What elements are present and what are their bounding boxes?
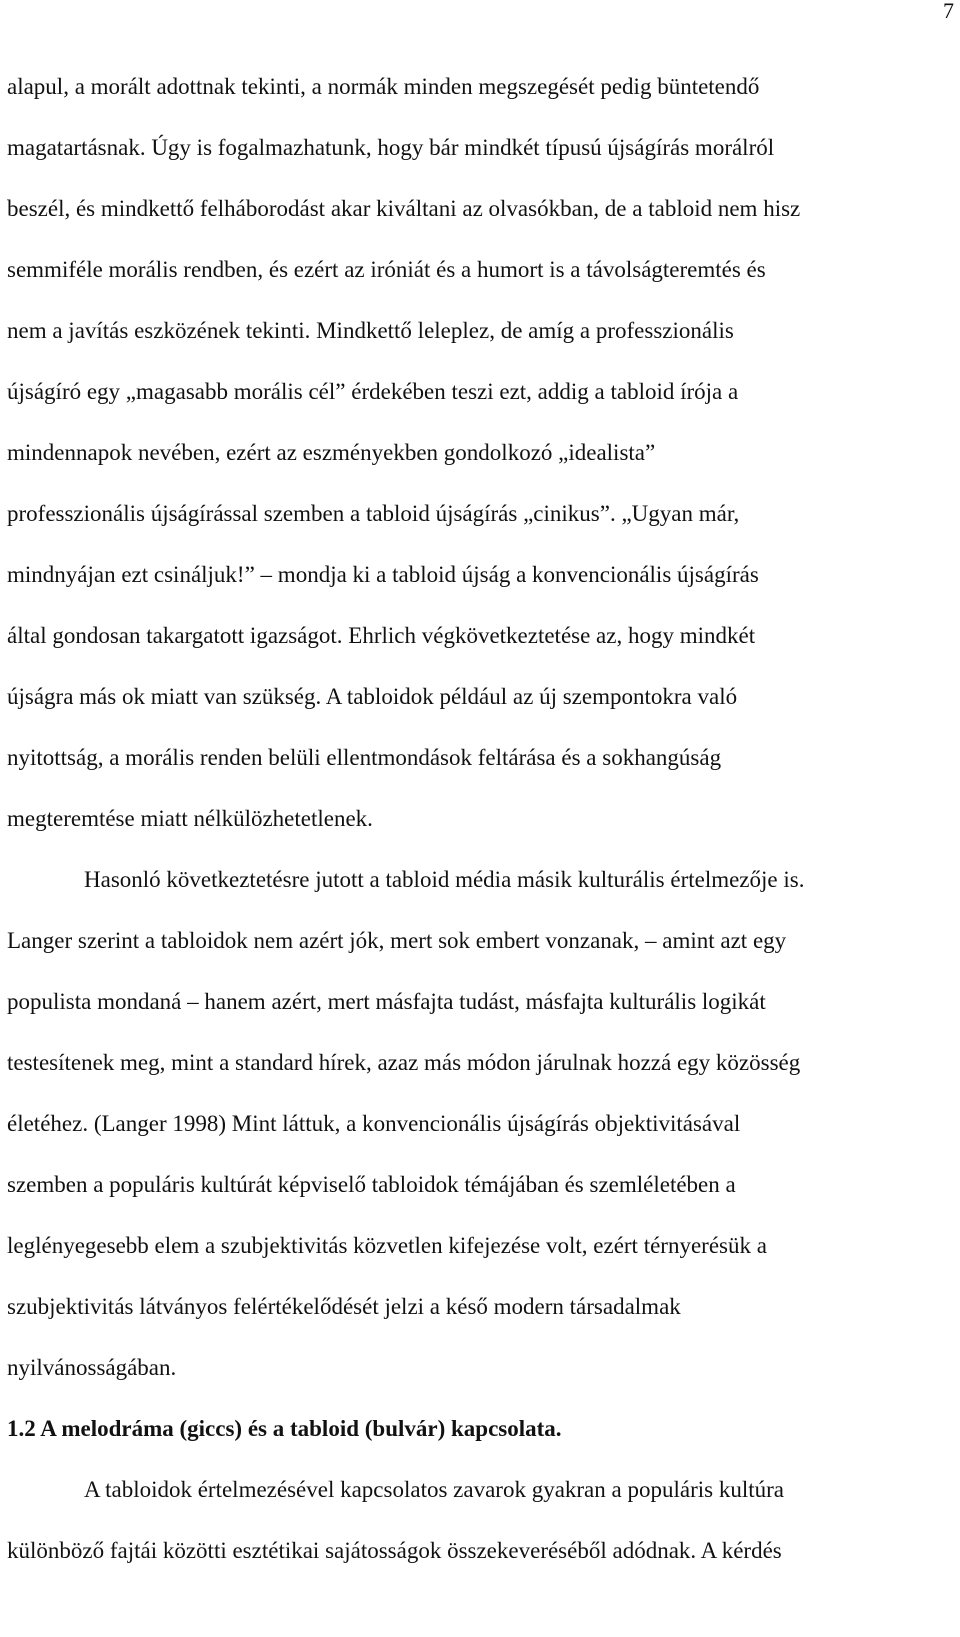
- body-text-line: alapul, a morált adottnak tekinti, a normák minden megszegését pedig büntetendő: [7, 74, 760, 99]
- body-text-line: szubjektivitás látványos felértékelődését jelzi a késő modern társadalmak: [7, 1294, 681, 1319]
- body-text-line: A tabloidok értelmezésével kapcsolatos zavarok gyakran a populáris kultúra: [84, 1477, 784, 1502]
- body-text-line: által gondosan takargatott igazságot. Ehrlich végkövetkeztetése az, hogy mindkét: [7, 623, 756, 648]
- body-text-line: magatartásnak. Úgy is fogalmazhatunk, hogy bár mindkét típusú újságírás morálról: [7, 135, 775, 160]
- page-number: 7: [943, 0, 954, 23]
- section-heading: 1.2 A melodráma (giccs) és a tabloid (bulvár) kapcsolata.: [7, 1416, 562, 1441]
- body-text-line: újságra más ok miatt van szükség. A tabloidok például az új szempontokra való: [7, 684, 738, 709]
- body-text-line: mindnyájan ezt csináljuk!” – mondja ki a tabloid újság a konvencionális újságírás: [7, 562, 759, 587]
- body-text-line: életéhez. (Langer 1998) Mint láttuk, a konvencionális újságírás objektivitásával: [7, 1111, 741, 1136]
- body-text-line: Langer szerint a tabloidok nem azért jók, mert sok embert vonzanak, – amint azt egy: [7, 928, 787, 953]
- body-text-line: különböző fajtái közötti esztétikai sajátosságok összekeveréséből adódnak. A kérdés: [7, 1538, 782, 1563]
- body-text-line: nyitottság, a morális renden belüli ellentmondások feltárása és a sokhangúság: [7, 745, 722, 770]
- body-text-line: nem a javítás eszközének tekinti. Mindkettő leleplez, de amíg a professzionális: [7, 318, 734, 343]
- body-text-line: beszél, és mindkettő felháborodást akar kiváltani az olvasókban, de a tabloid nem hisz: [7, 196, 801, 221]
- body-text-line: leglényegesebb elem a szubjektivitás közvetlen kifejezése volt, ezért térnyerésük a: [7, 1233, 767, 1258]
- body-text-line: újságíró egy „magasabb morális cél” érdekében teszi ezt, addig a tabloid írója a: [7, 379, 739, 404]
- body-text-line: testesítenek meg, mint a standard hírek, azaz más módon járulnak hozzá egy közösség: [7, 1050, 801, 1075]
- body-text-line: professzionális újságírással szemben a tabloid újságírás „cinikus”. „Ugyan már,: [7, 501, 740, 526]
- body-text-line: mindennapok nevében, ezért az eszményekben gondolkozó „idealista”: [7, 440, 656, 465]
- body-text-line: populista mondaná – hanem azért, mert másfajta tudást, másfajta kulturális logikát: [7, 989, 766, 1014]
- body-text-line: szemben a populáris kultúrát képviselő tabloidok témájában és szemléletében a: [7, 1172, 736, 1197]
- body-text-line: semmiféle morális rendben, és ezért az iróniát és a humort is a távolságteremtés és: [7, 257, 766, 282]
- body-text-line: nyilvánosságában.: [7, 1355, 177, 1380]
- body-text-line: Hasonló következtetésre jutott a tabloid média másik kulturális értelmezője is.: [84, 867, 805, 892]
- body-text-line: megteremtése miatt nélkülözhetetlenek.: [7, 806, 373, 831]
